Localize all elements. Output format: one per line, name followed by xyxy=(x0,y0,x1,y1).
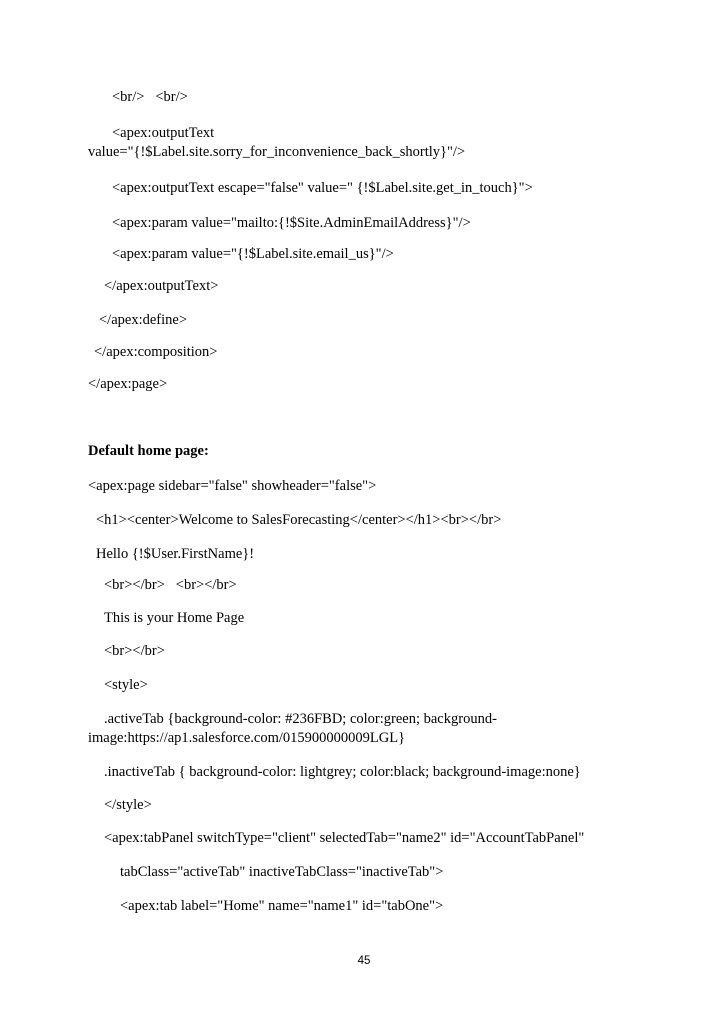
code-line: This is your Home Page xyxy=(104,610,245,626)
code-line: <style> xyxy=(104,677,148,693)
code-line: tabClass="activeTab" inactiveTabClass="inactiveTab"> xyxy=(120,864,444,880)
code-line: </style> xyxy=(104,797,152,813)
code-line: .activeTab {background-color: #236FBD; color:green; background- xyxy=(104,711,497,727)
code-line: <br/> <br/> xyxy=(112,89,188,105)
code-line: <br></br> xyxy=(104,643,165,659)
code-line: image:https://ap1.salesforce.com/015900000009LGL} xyxy=(88,730,406,746)
code-line: <apex:param value="mailto:{!$Site.AdminEmailAddress}"/> xyxy=(112,215,471,231)
code-line: <apex:param value="{!$Label.site.email_us}"/> xyxy=(112,246,394,262)
code-line: <apex:page sidebar="false" showheader="false"> xyxy=(88,478,377,494)
page-number: 45 xyxy=(357,955,371,967)
code-line: </apex:page> xyxy=(88,376,168,392)
code-line: </apex:composition> xyxy=(94,344,218,360)
section-heading: Default home page: xyxy=(88,443,209,459)
code-line: </apex:define> xyxy=(99,312,188,328)
code-line: <h1><center>Welcome to SalesForecasting</center></h1><br></br> xyxy=(96,512,502,528)
code-line: </apex:outputText> xyxy=(104,278,219,294)
code-line: .inactiveTab { background-color: lightgrey; color:black; background-image:none} xyxy=(104,764,581,780)
code-line: <apex:tabPanel switchType="client" selectedTab="name2" id="AccountTabPanel" xyxy=(104,830,585,846)
code-line: <apex:outputText escape="false" value=" {!$Label.site.get_in_touch}"> xyxy=(112,180,533,196)
code-line: Hello {!$User.FirstName}! xyxy=(96,546,255,562)
code-line: <apex:tab label="Home" name="name1" id="tabOne"> xyxy=(120,898,444,914)
code-line: <br></br> <br></br> xyxy=(104,577,237,593)
code-line: <apex:outputText xyxy=(112,125,215,141)
code-line: value="{!$Label.site.sorry_for_inconvenience_back_shortly}"/> xyxy=(88,144,466,160)
